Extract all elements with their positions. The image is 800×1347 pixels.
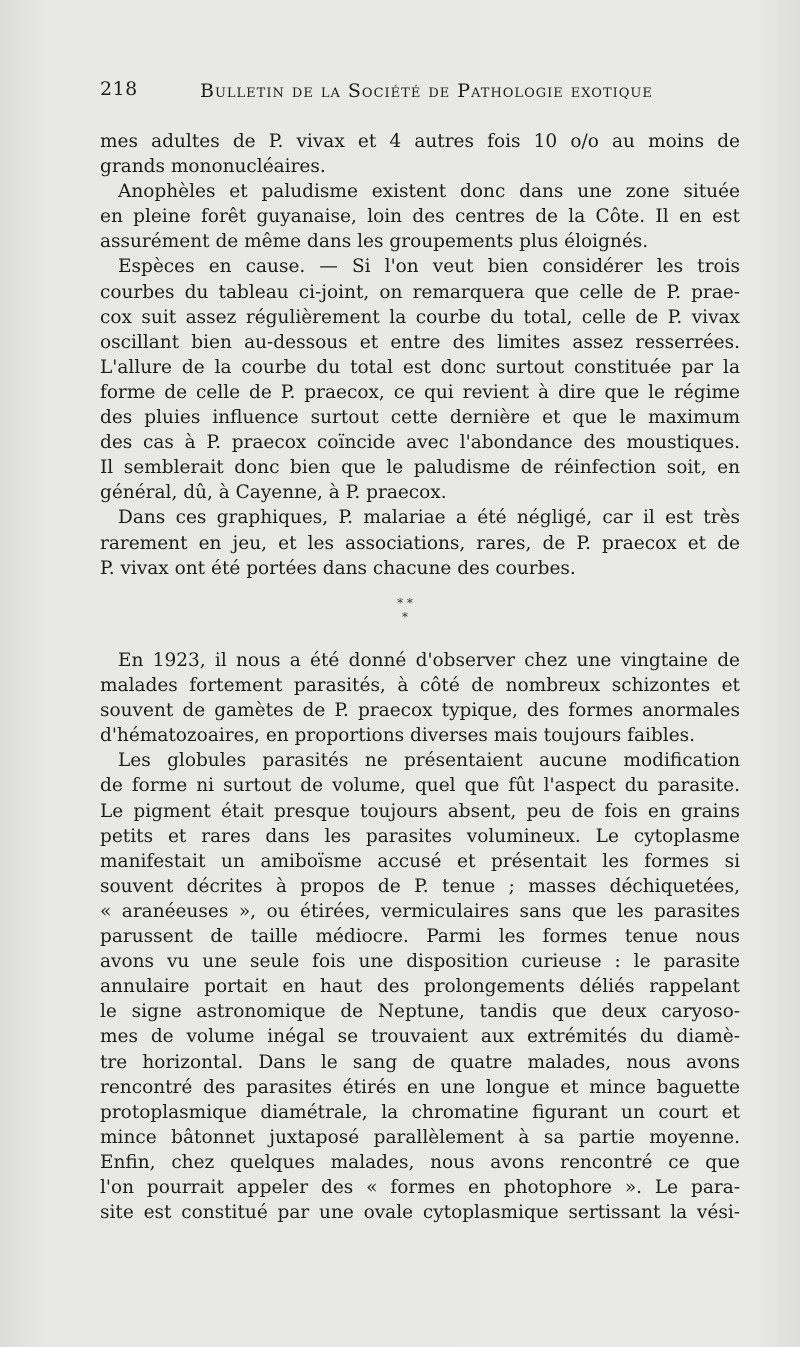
text-line: forme de celle de P. praecox, ce qui revient à dire que le régime [100, 381, 740, 403]
text-line: site est constitué par une ovale cytoplasmique sertissant la vési- [100, 1202, 740, 1224]
page-header [100, 78, 700, 108]
text-line: tre horizontal. Dans le sang de quatre malades, nous avons [100, 1051, 740, 1073]
text-line: avons vu une seule fois une disposition curieuse : le parasite [100, 951, 740, 973]
text-line: En 1923, il nous a été donné d'observer chez une vingtaine de [118, 650, 740, 671]
text-line: oscillant bien au-dessous et entre des limites assez resserrées. [100, 331, 740, 353]
text-line: l'on pourrait appeler des « formes en photophore ». Le para- [100, 1176, 740, 1198]
text-line: mince bâtonnet juxtaposé parallèlement à sa partie moyenne. [100, 1126, 740, 1148]
text-line: Les globules parasités ne présentaient aucune modification [118, 750, 740, 772]
text-line: assurément de même dans les groupements plus éloignés. [100, 231, 649, 253]
text-line: rencontré des parasites étirés en une longue et mince baguette [100, 1076, 740, 1098]
text-line: des cas à P. praecox coïncide avec l'abondance des moustiques. [100, 432, 740, 454]
text-line: courbes du tableau ci-joint, on remarquera que celle de P. prae- [100, 281, 740, 303]
text-line: P. vivax ont été portées dans chacune des courbes. [100, 557, 576, 579]
running-title: Bulletin de la Société de Pathologie exotique [200, 80, 653, 102]
text-line: des pluies influence surtout cette dernière et que le maximum [100, 407, 740, 429]
text-line: cox suit assez régulièrement la courbe du total, celle de P. vivax [100, 306, 740, 328]
text-line: le signe astronomique de Neptune, tandis que deux caryoso- [100, 1001, 740, 1023]
text-line: général, dû, à Cayenne, à P. praecox. [100, 482, 447, 504]
text-line: Anophèles et paludisme existent donc dans une zone située [118, 181, 740, 203]
text-line: manifestait un amiboïsme accusé et présentait les formes si [100, 850, 740, 872]
text-line: Le pigment était presque toujours absent, peu de fois en grains [100, 800, 740, 822]
text-line: Dans ces graphiques, P. malariae a été négligé, car il est très [118, 507, 740, 529]
text-line: Il semblerait donc bien que le paludisme de réinfection soit, en [100, 457, 740, 479]
text-line: parussent de taille médiocre. Parmi les formes tenue nous [100, 926, 740, 948]
asterism-top: * * [397, 596, 413, 610]
text-line: rarement en jeu, et les associations, rares, de P. praecox et de [100, 532, 740, 554]
text-line: en pleine forêt guyanaise, loin des centres de la Côte. Il en est [100, 206, 740, 228]
text-line: Espèces en cause. — Si l'on veut bien considérer les trois [118, 256, 740, 278]
text-line: protoplasmique diamétrale, la chromatine figurant un court et [100, 1101, 740, 1123]
paragraph-block-1 [100, 129, 740, 581]
text-line: annulaire portait en haut des prolongements déliés rappelant [100, 976, 740, 998]
text-line: « aranéeuses », ou étirées, vermiculaires sans que les parasites [100, 900, 740, 922]
text-line: mes adultes de P. vivax et 4 autres fois 10 o/o au moins de [100, 131, 740, 152]
text-line: souvent décrites à propos de P. tenue ; masses déchiquetées, [100, 875, 740, 897]
text-line: grands mononucléaires. [100, 156, 326, 178]
text-line: souvent de gamètes de P. praecox typique, des formes anormales [100, 700, 740, 722]
page-number: 218 [100, 78, 138, 100]
asterism-bottom: * [402, 610, 408, 624]
text-line: mes de volume inégal se trouvaient aux extrémités du diamè- [100, 1026, 740, 1048]
text-line: Enfin, chez quelques malades, nous avons rencontré ce que [100, 1151, 740, 1173]
text-line: de forme ni surtout de volume, quel que fût l'aspect du parasite. [100, 775, 740, 797]
text-line: malades fortement parasités, à côté de nombreux schizontes et [100, 675, 740, 697]
section-separator [380, 596, 430, 636]
paragraph-block-2 [100, 648, 740, 1225]
text-line: L'allure de la courbe du total est donc surtout constituée par la [100, 356, 740, 378]
text-line: d'hématozoaires, en proportions diverses mais toujours faibles. [100, 725, 696, 747]
text-line: petits et rares dans les parasites volumineux. Le cytoplasme [100, 825, 740, 847]
